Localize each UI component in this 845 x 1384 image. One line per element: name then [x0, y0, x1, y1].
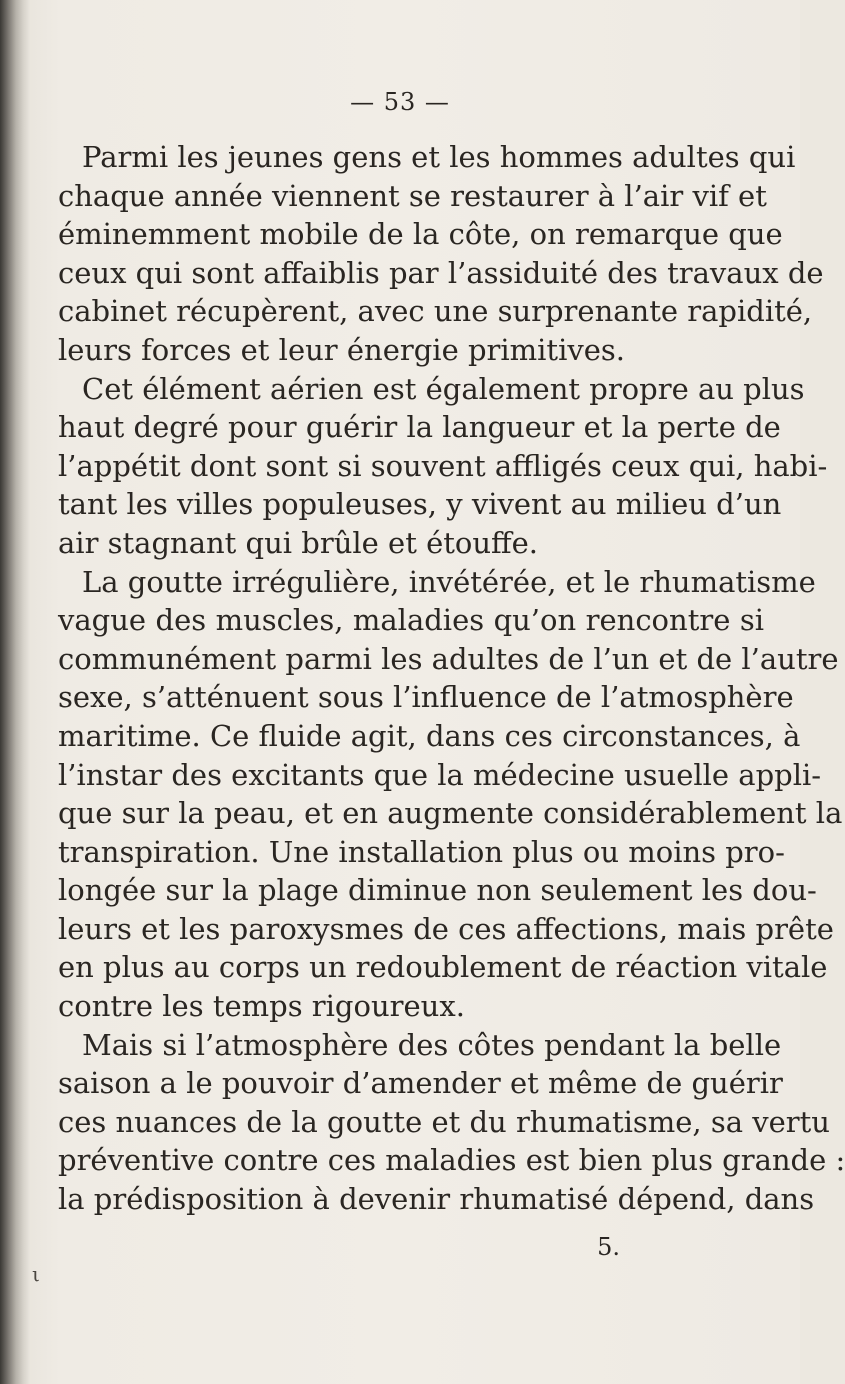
body-text [58, 138, 845, 1219]
text-line: leurs forces et leur énergie primitives. [58, 332, 626, 367]
text-line: longée sur la plage diminue non seulement les dou- [58, 873, 817, 908]
text-line: que sur la peau, et en augmente considérablement la [58, 796, 843, 831]
text-line: leurs et les paroxysmes de ces affections, mais prête [58, 911, 834, 946]
page-binding-edge [0, 0, 30, 1384]
text-line: l’instar des excitants que la médecine usuelle appli- [58, 757, 822, 792]
text-line: sexe, s’atténuent sous l’influence de l’atmosphère [58, 680, 794, 715]
text-line: l’appétit dont sont si souvent affligés ceux qui, habi- [58, 448, 828, 483]
text-line: communément parmi les adultes de l’un et de l’autre [58, 641, 839, 676]
text-line: cabinet récupèrent, avec une surprenante rapidité, [58, 294, 813, 329]
text-line: Parmi les jeunes gens et les hommes adultes qui [82, 140, 796, 174]
text-line: transpiration. Une installation plus ou moins pro- [58, 834, 785, 869]
text-line: contre les temps rigoureux. [58, 989, 465, 1024]
margin-mark: ι [32, 1262, 40, 1286]
text-line: éminemment mobile de la côte, on remarque que [58, 217, 783, 252]
text-line: ces nuances de la goutte et du rhumatisme, sa vertu [58, 1104, 830, 1139]
text-line: en plus au corps un redoublement de réaction vitale [58, 950, 828, 985]
text-line: saison a le pouvoir d’amender et même de guérir [58, 1066, 783, 1101]
text-line: haut degré pour guérir la langueur et la perte de [58, 410, 781, 445]
text-line: La goutte irrégulière, invétérée, et le rhumatisme [82, 564, 816, 599]
text-line: la prédisposition à devenir rhumatisé dépend, dans [58, 1182, 815, 1217]
text-line: air stagnant qui brûle et étouffe. [58, 525, 539, 560]
text-line: maritime. Ce fluide agit, dans ces circonstances, à [58, 718, 801, 753]
text-line: préventive contre ces maladies est bien plus grande : [58, 1143, 845, 1178]
text-line: ceux qui sont affaiblis par l’assiduité des travaux de [58, 255, 824, 290]
text-line: Mais si l’atmosphère des côtes pendant la belle [82, 1027, 782, 1062]
text-line: vague des muscles, maladies qu’on rencontre si [58, 603, 764, 638]
text-line: chaque année viennent se restaurer à l’air vif et [58, 178, 767, 213]
page-number: — 53 — [350, 88, 450, 116]
signature-mark: 5. [597, 1233, 620, 1261]
text-line: tant les villes populeuses, y vivent au milieu d’un [58, 487, 782, 522]
text-line: Cet élément aérien est également propre au plus [82, 371, 805, 406]
